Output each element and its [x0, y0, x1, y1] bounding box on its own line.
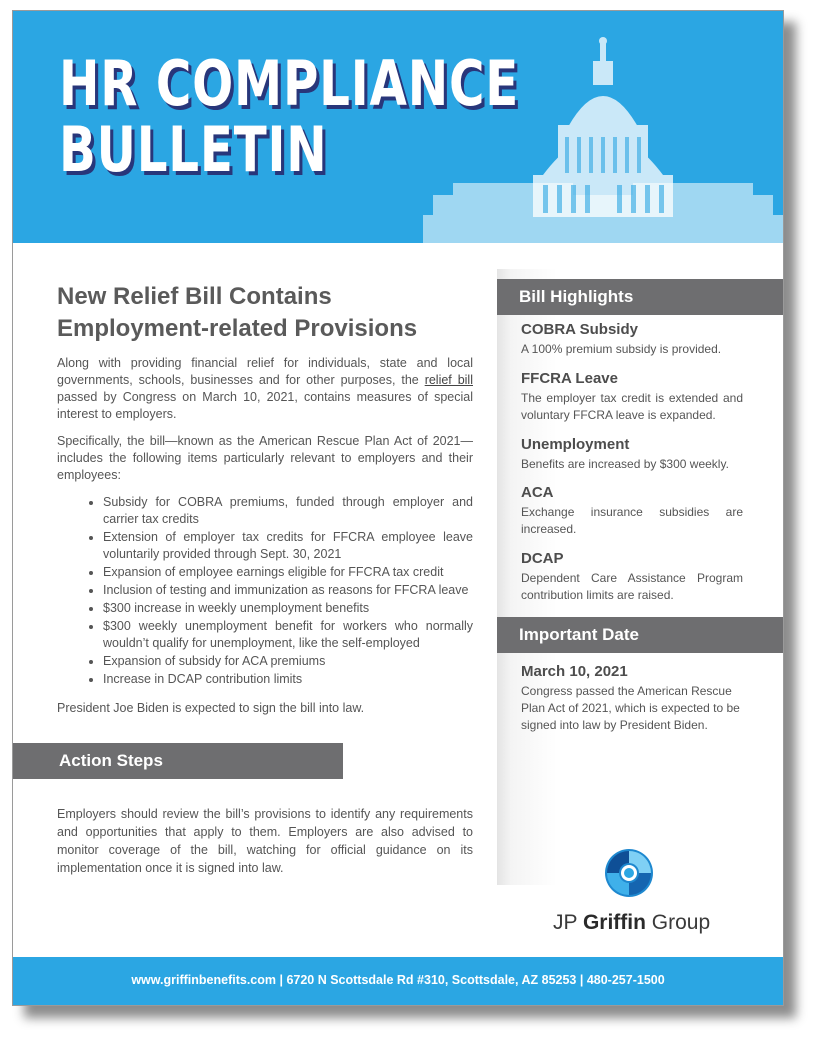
bulletin-title-line1: HR COMPLIANCE [59, 47, 520, 120]
important-date-heading-bar [497, 617, 783, 653]
important-date-item [521, 663, 743, 734]
jp-griffin-logo-icon [603, 847, 655, 899]
bill-highlights-heading: Bill Highlights [519, 287, 634, 306]
highlight-title: COBRA Subsidy [521, 321, 638, 338]
action-steps-heading: Action Steps [59, 751, 163, 770]
bulletin-title-line2: BULLETIN [59, 113, 328, 186]
bill-highlights-heading-bar [497, 279, 783, 315]
logo-text-jp: JP [553, 911, 583, 934]
highlight-title: DCAP [521, 550, 564, 567]
company-logo [553, 839, 711, 939]
list-item: • Extension of employer tax credits for FFCRA employee leave voluntarily provided through Sept. 30, 2021 [103, 529, 473, 563]
article-body [57, 281, 473, 727]
footer-bar [13, 957, 783, 1005]
specifics-paragraph: Specifically, the bill—known as the American Rescue Plan Act of 2021—includes the following items particularly relevant to employers and their employees: [57, 434, 473, 482]
action-steps-heading-bar [13, 743, 343, 779]
header-banner [13, 11, 783, 243]
highlight-title: ACA [521, 484, 554, 501]
relief-bill-link[interactable]: relief bill [424, 373, 473, 387]
footer-contact-text: www.griffinbenefits.com | 6720 N Scottsdale Rd #310, Scottsdale, AZ 85253 | 480-257-1500 [131, 973, 665, 987]
article-title [57, 281, 473, 345]
closing-paragraph: President Joe Biden is expected to sign the bill into law. [57, 701, 365, 715]
list-item: • $300 increase in weekly unemployment benefits [103, 600, 473, 617]
important-date-heading: Important Date [519, 625, 639, 644]
bulletin-page [12, 10, 784, 1006]
article-title-line2: Employment-related Provisions [57, 315, 418, 342]
list-item: • Subsidy for COBRA premiums, funded through employer and carrier tax credits [103, 494, 473, 528]
intro-paragraph [57, 355, 473, 423]
highlight-text: Exchange insurance subsidies are increased. [521, 505, 743, 536]
provisions-list [57, 494, 473, 688]
highlight-text: Dependent Care Assistance Program contribution limits are raised. [521, 571, 743, 602]
highlight-text: Benefits are increased by $300 weekly. [521, 457, 729, 471]
article-title-line1: New Relief Bill Contains [57, 283, 332, 310]
highlight-title: Unemployment [521, 436, 630, 453]
intro-text-b: passed by Congress on March 10, 2021, contains measures of special interest to employers. [57, 390, 473, 421]
intro-text-a: Along with providing financial relief for individuals, state and local governments, schools, businesses and for other purposes, the [57, 356, 473, 387]
important-date-title: March 10, 2021 [521, 663, 628, 680]
logo-text-group: Group [645, 911, 711, 934]
list-item: • Expansion of employee earnings eligible for FFCRA tax credit [103, 564, 473, 581]
bulletin-title [59, 47, 520, 186]
highlight-item [521, 321, 743, 358]
logo-text-griffin: Griffin [582, 911, 646, 934]
list-item: • Increase in DCAP contribution limits [103, 671, 473, 688]
list-item: • $300 weekly unemployment benefit for workers who normally wouldn’t qualify for unemployment, like the self-employed [103, 618, 473, 652]
company-logo-text [553, 911, 711, 935]
highlight-item [521, 436, 743, 473]
action-steps-text: Employers should review the bill’s provisions to identify any requirements and opportunities that apply to them. Employers are also advised to monitor coverage of the bill, watching for official guidance on its implementation once it is signed into law. [57, 807, 473, 875]
highlight-item [521, 550, 743, 604]
highlight-title: FFCRA Leave [521, 370, 618, 387]
list-item: • Expansion of subsidy for ACA premiums [103, 653, 473, 670]
highlight-text: A 100% premium subsidy is provided. [521, 342, 722, 356]
list-item: • Inclusion of testing and immunization as reasons for FFCRA leave [103, 582, 473, 599]
important-date-text: Congress passed the American Rescue Plan Act of 2021, which is expected to be signed into law by President Biden. [521, 684, 740, 732]
highlight-text: The employer tax credit is extended and voluntary FFCRA leave is expanded. [521, 391, 743, 422]
highlight-item [521, 370, 743, 424]
highlight-item [521, 484, 743, 538]
sidebar [497, 269, 783, 885]
